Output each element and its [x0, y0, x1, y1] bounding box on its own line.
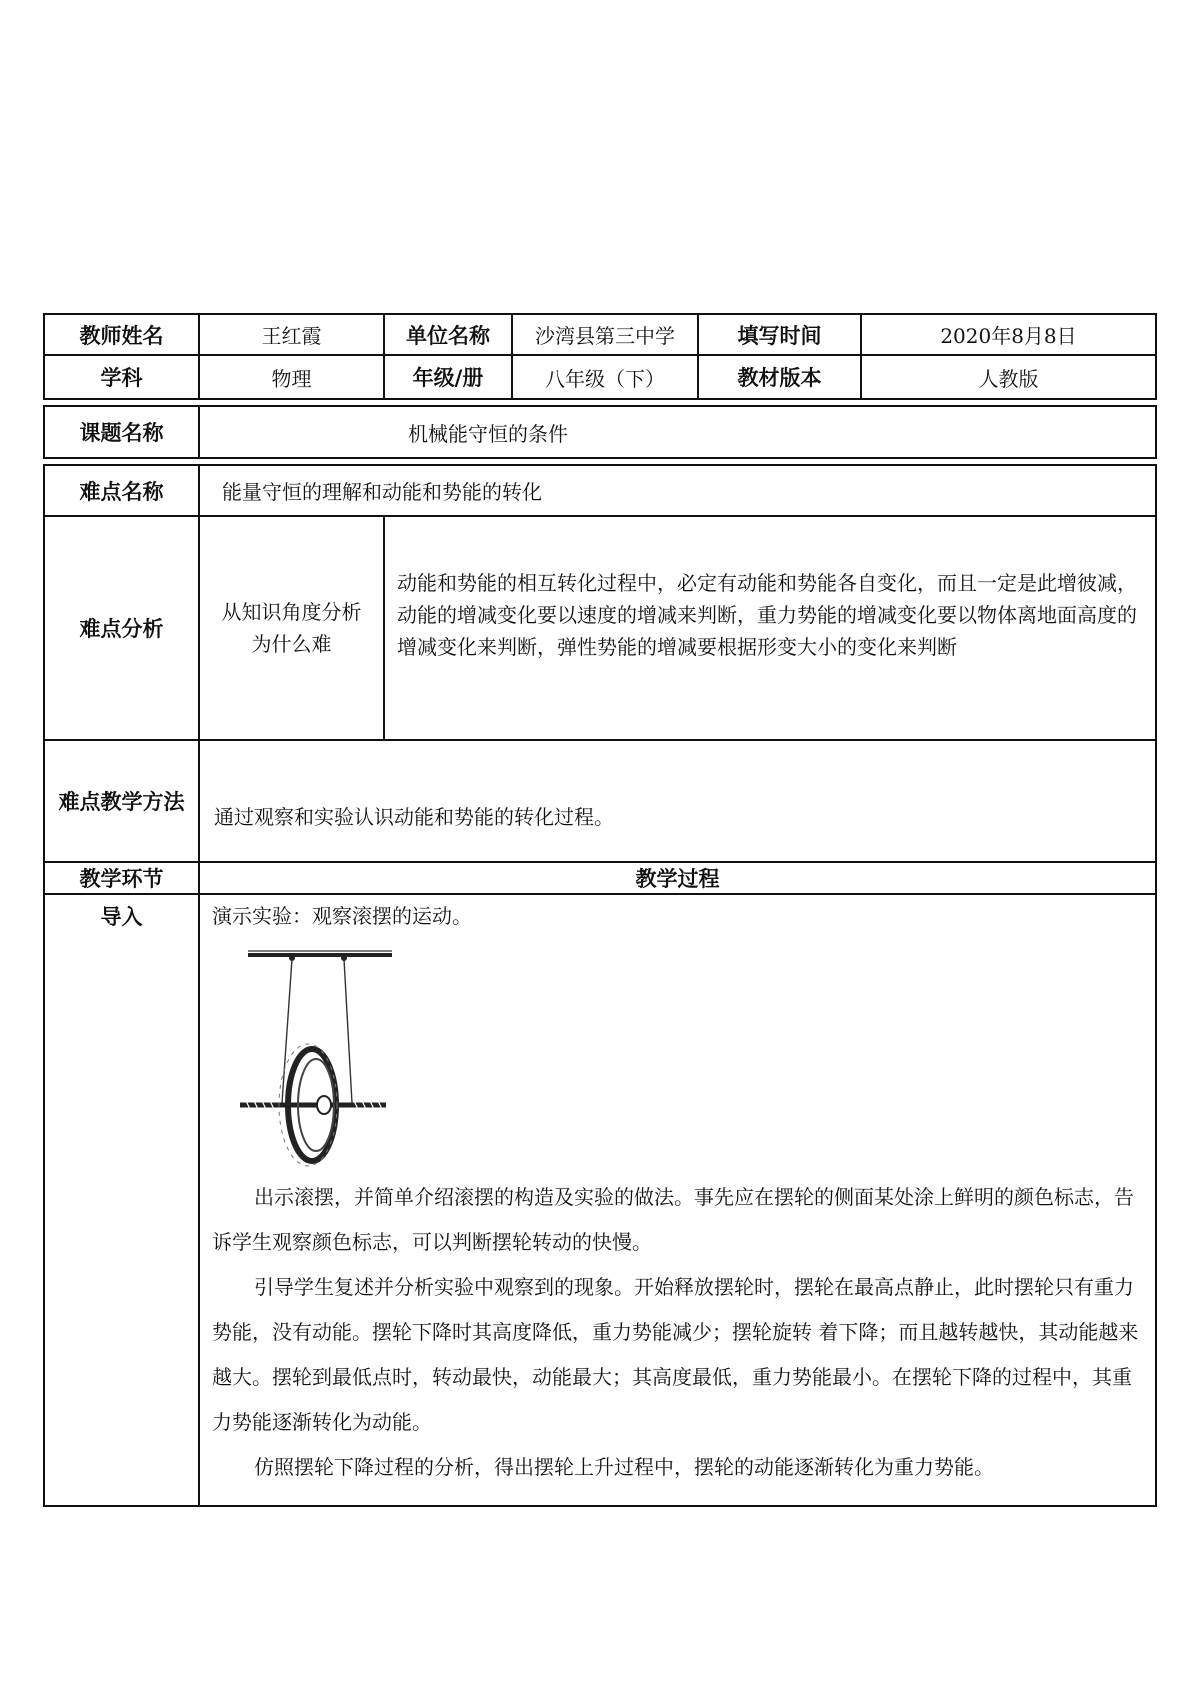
fill-time-label: 填写时间	[698, 314, 861, 355]
analysis-sublabel: 从知识角度分析为什么难	[199, 516, 384, 740]
pendulum-axle	[240, 1101, 386, 1109]
demo-text: 演示实验：观察滚摆的运动。	[212, 904, 472, 928]
edition-label: 教材版本	[698, 355, 861, 399]
paragraph-analysis: 引导学生复述并分析实验中观察到的现象。开始释放摆轮时，摆轮在最高点静止，此时摆轮只有重力势能，没有动能。摆轮下降时其高度降低，重力势能减少；摆轮旋转 着下降；而且越转越快，其动能越来越大。摆轮到最低点时，转动最快，动能最大；其高度最低，重力势能最小。在摆轮下降的过程中，其重力势能逐渐转化为动能。	[212, 1275, 1139, 1434]
difficulty-value: 能量守恒的理解和动能和势能的转化	[199, 465, 1156, 516]
analysis-text: 动能和势能的相互转化过程中，必定有动能和势能各自变化，而且一定是此增彼减，动能的增减变化要以速度的增减来判断，重力势能的增减变化要以物体离地面高度的增减变化来判断，弹性势能的增减要根据形变大小的变化来判断	[384, 516, 1156, 740]
method-label: 难点教学方法	[44, 740, 199, 862]
teacher-name-value: 王红霞	[199, 314, 384, 355]
process-row	[44, 894, 1156, 1506]
info-row-2	[44, 355, 1156, 399]
edition-value: 人教版	[861, 355, 1156, 399]
unit-name-value: 沙湾县第三中学	[512, 314, 698, 355]
lesson-plan-sheet	[43, 313, 1155, 1507]
analysis-label: 难点分析	[44, 516, 199, 740]
stage-header: 教学环节	[44, 862, 199, 894]
stage-label: 导入	[44, 894, 199, 1506]
topic-row	[44, 406, 1156, 458]
unit-name-label: 单位名称	[384, 314, 512, 355]
subject-value: 物理	[199, 355, 384, 399]
pendulum-top-bar	[248, 951, 392, 961]
process-header: 教学过程	[199, 862, 1156, 894]
method-row	[44, 740, 1156, 862]
fill-time-value: 2020年8月8日	[861, 314, 1156, 355]
difficulty-row	[44, 465, 1156, 516]
difficulty-label: 难点名称	[44, 465, 199, 516]
paragraph-intro: 出示滚摆，并简单介绍滚摆的构造及实验的做法。事先应在摆轮的侧面某处涂上鲜明的颜色标志，告诉学生观察颜色标志，可以判断摆轮转动的快慢。	[212, 1185, 1134, 1254]
lesson-plan-table	[43, 313, 1157, 1507]
process-header-row	[44, 862, 1156, 894]
separator	[44, 399, 1156, 406]
grade-label: 年级/册	[384, 355, 512, 399]
subject-label: 学科	[44, 355, 199, 399]
process-content	[199, 894, 1156, 1506]
rolling-pendulum-figure	[234, 937, 394, 1167]
topic-label: 课题名称	[44, 406, 199, 458]
analysis-row	[44, 516, 1156, 740]
method-text: 通过观察和实验认识动能和势能的转化过程。	[199, 740, 1156, 862]
teacher-name-label: 教师姓名	[44, 314, 199, 355]
topic-value: 机械能守恒的条件	[199, 406, 1156, 458]
separator	[44, 458, 1156, 465]
grade-value: 八年级（下）	[512, 355, 698, 399]
paragraph-conclusion: 仿照摆轮下降过程的分析，得出摆轮上升过程中，摆轮的动能逐渐转化为重力势能。	[254, 1455, 994, 1479]
info-row-1	[44, 314, 1156, 355]
